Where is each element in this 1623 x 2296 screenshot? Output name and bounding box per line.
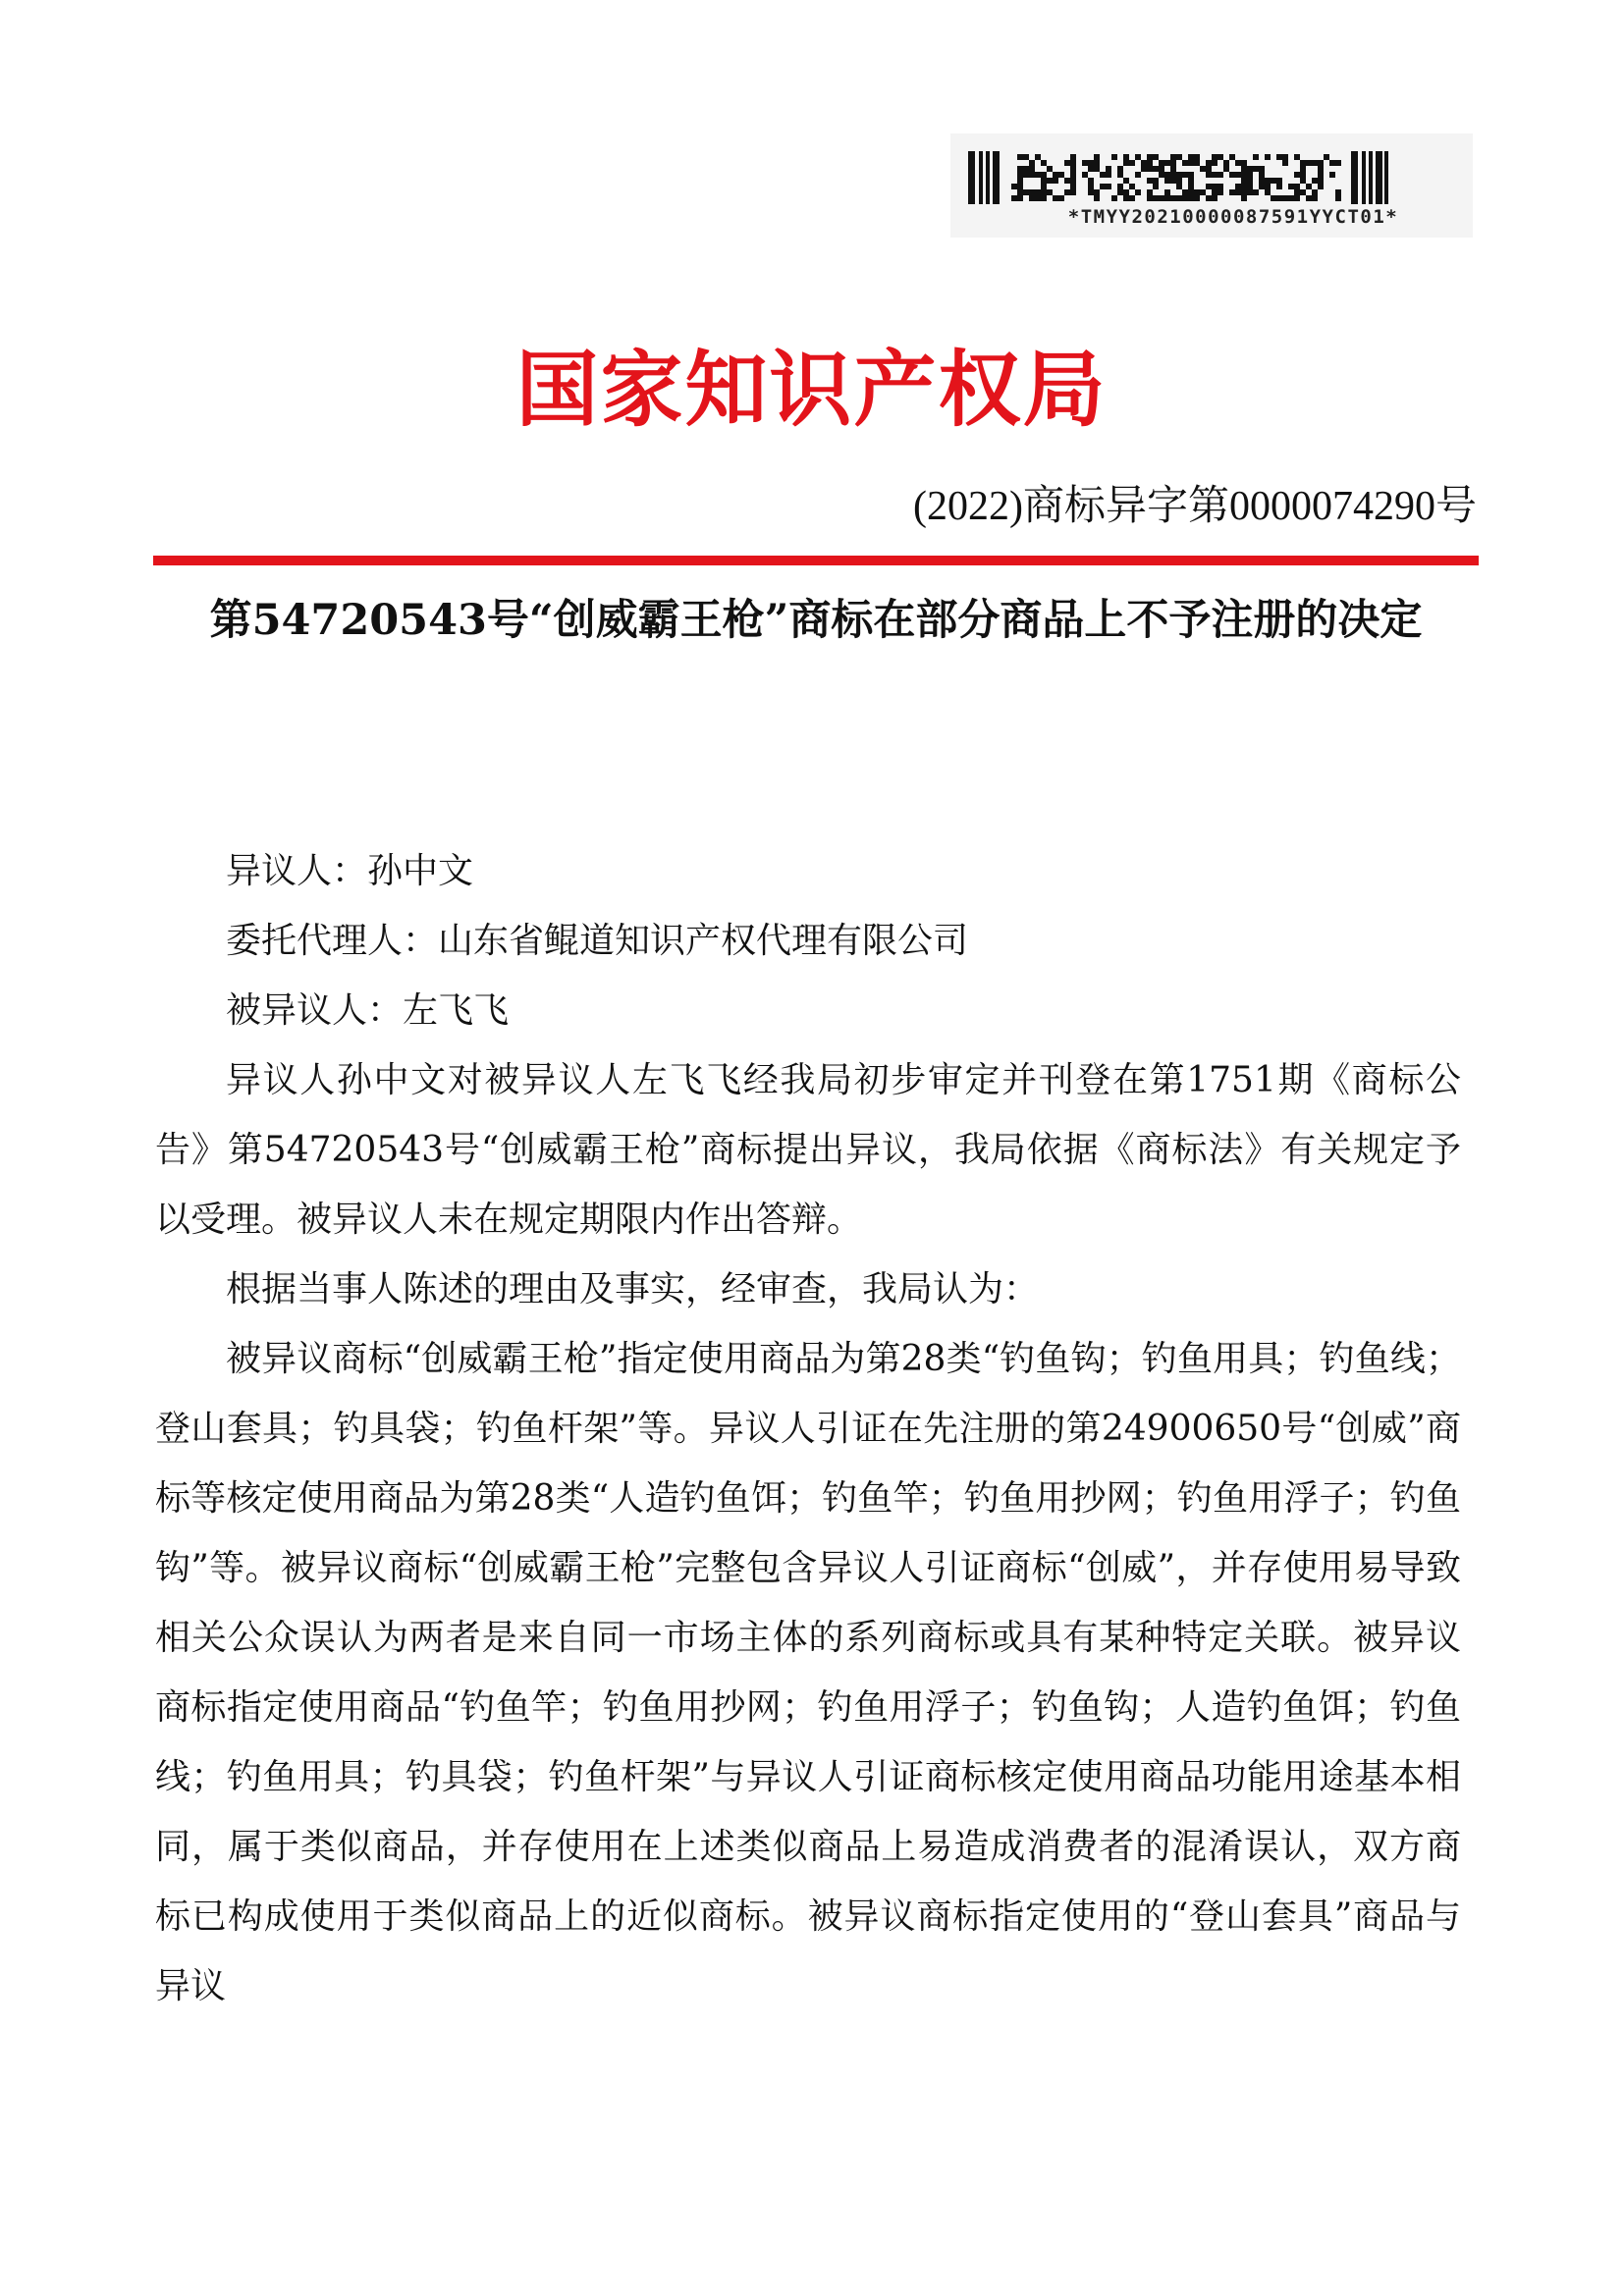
barcode-block bbox=[950, 133, 1473, 238]
barcode-code-text: *TMYY20210000087591YYCT01* bbox=[1067, 206, 1399, 228]
body-paragraph: 异议人孙中文对被异议人左飞飞经我局初步审定并刊登在第1751期《商标公告》第54720543号“创威霸王枪”商标提出异议，我局依据《商标法》有关规定予以受理。被异议人未在规定期限内作出答辩。 bbox=[155, 1060, 1461, 1240]
agent-line: 委托代理人：山东省鲲道知识产权代理有限公司 bbox=[226, 921, 969, 961]
document-number: (2022)商标异字第0000074290号 bbox=[913, 484, 1477, 529]
decision-title: 第54720543号“创威霸王枪”商标在部分商品上不予注册的决定 bbox=[209, 596, 1423, 645]
decision-body bbox=[155, 836, 1461, 2021]
header-divider bbox=[153, 556, 1479, 565]
objector-line: 异议人：孙中文 bbox=[226, 851, 474, 891]
barcode-icon bbox=[968, 151, 1455, 204]
body-paragraph: 被异议商标“创威霸王枪”指定使用商品为第28类“钓鱼钩；钓鱼用具；钓鱼线；登山套具；钓具袋；钓鱼杆架”等。异议人引证在先注册的第24900650号“创威”商标等核定使用商品为第28类“人造钓鱼饵；钓鱼竿；钓鱼用抄网；钓鱼用浮子；钓鱼钩”等。被异议商标“创威霸王枪”完整包含异议人引证商标“创威”，并存使用易导致相关公众误认为两者是来自同一市场主体的系列商标或具有某种特定关联。被异议商标指定使用商品“钓鱼竿；钓鱼用抄网；钓鱼用浮子；钓鱼钩；人造钓鱼饵；钓鱼线；钓鱼用具；钓具袋；钓鱼杆架”与异议人引证商标核定使用商品功能用途基本相同，属于类似商品，并存使用在上述类似商品上易造成消费者的混淆误认，双方商标已构成使用于类似商品上的近似商标。被异议商标指定使用的“登山套具”商品与异议 bbox=[155, 1339, 1461, 2006]
agency-name: 国家知识产权局 bbox=[515, 341, 1108, 438]
body-paragraph: 根据当事人陈述的理由及事实，经审查，我局认为： bbox=[226, 1269, 1040, 1309]
respondent-line: 被异议人：左飞飞 bbox=[226, 990, 510, 1031]
